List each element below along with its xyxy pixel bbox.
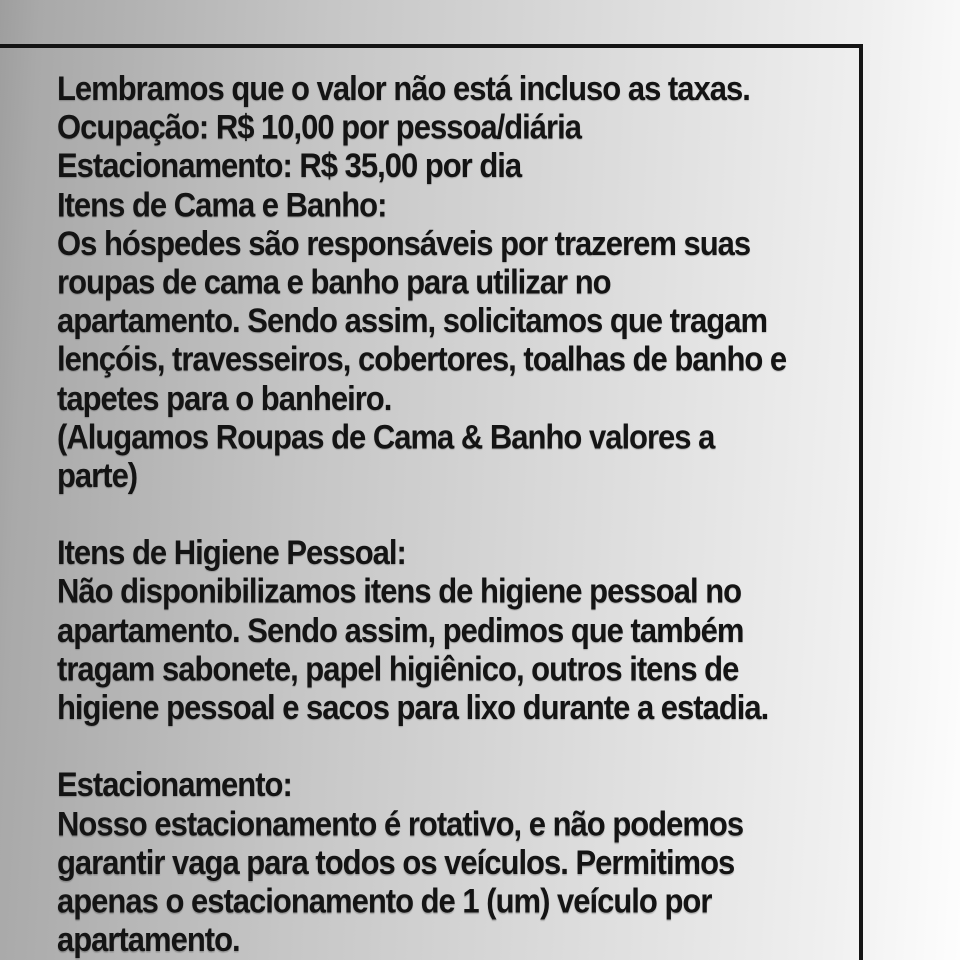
text-line: Os hóspedes são responsáveis por trazerem suas <box>57 223 751 263</box>
text-line: Ocupação: R$ 10,00 por pessoa/diária <box>57 107 581 147</box>
text-line: parte) <box>57 456 138 495</box>
notice-text-block <box>57 69 786 959</box>
text-line: Estacionamento: <box>57 765 292 805</box>
text-line: Lembramos que o valor não está incluso as taxas. <box>57 69 750 108</box>
text-line: garantir vaga para todos os veículos. Permitimos <box>57 843 735 882</box>
text-line: Nosso estacionamento é rotativo, e não podemos <box>57 804 744 843</box>
text-line: apartamento. Sendo assim, solicitamos que tragam <box>57 301 768 340</box>
text-line: Itens de Higiene Pessoal: <box>57 533 406 572</box>
text-line: tapetes para o banheiro. <box>57 378 392 418</box>
text-line: (Alugamos Roupas de Cama & Banho valores a <box>57 417 715 456</box>
text-line: lençóis, travesseiros, cobertores, toalhas de banho e <box>57 339 787 379</box>
text-line: apartamento. <box>57 920 240 960</box>
text-line: apartamento. Sendo assim, pedimos que também <box>57 610 744 650</box>
text-line: Itens de Cama e Banho: <box>57 185 387 224</box>
text-line: Estacionamento: R$ 35,00 por dia <box>57 146 522 185</box>
text-line: Não disponibilizamos itens de higiene pessoal no <box>57 572 742 611</box>
text-line: higiene pessoal e sacos para lixo durante a estadia. <box>57 688 769 727</box>
text-line <box>57 495 786 534</box>
text-line: roupas de cama e banho para utilizar no <box>57 262 611 302</box>
text-line <box>57 727 786 766</box>
text-line: apenas o estacionamento de 1 (um) veículo por <box>57 881 712 921</box>
text-line: tragam sabonete, papel higiênico, outros itens de <box>57 649 739 689</box>
